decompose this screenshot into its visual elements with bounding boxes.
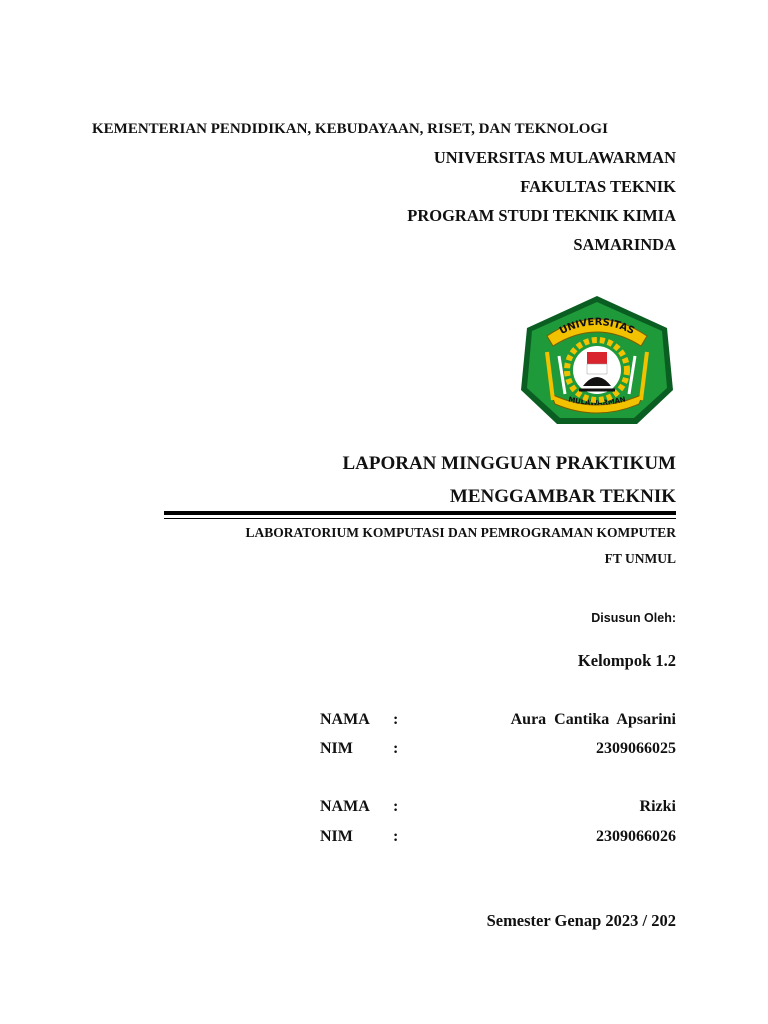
ministry-heading: KEMENTERIAN PENDIDIKAN, KEBUDAYAAN, RISET, DAN TEKNOLOGI <box>92 121 608 137</box>
report-title-line2: MENGGAMBAR TEKNIK <box>449 486 676 507</box>
semester-label: Semester Genap 2023 / 202 <box>486 911 676 930</box>
member2-name-label: NAMA <box>320 798 370 815</box>
logo-text-bottom: MULAWARMAN <box>567 395 627 408</box>
university-logo <box>517 290 677 430</box>
report-title-line1: LAPORAN MINGGUAN PRAKTIKUM <box>342 453 676 474</box>
prepared-by-label: Disusun Oleh: <box>591 611 676 625</box>
member2-nim-label: NIM <box>320 828 353 845</box>
title-rule-thick <box>164 511 676 515</box>
lab-line1: LABORATORIUM KOMPUTASI DAN PEMROGRAMAN KOMPUTER <box>245 525 676 540</box>
member1-nim-colon: : <box>393 740 399 757</box>
member2-nim-value: 2309066026 <box>596 828 676 845</box>
city-heading: SAMARINDA <box>573 235 676 254</box>
member2-name-colon: : <box>393 798 399 815</box>
member1-name-colon: : <box>393 711 399 728</box>
logo-text-top: UNIVERSITAS <box>557 316 637 337</box>
member1-nim-label: NIM <box>320 740 353 757</box>
program-heading: PROGRAM STUDI TEKNIK KIMIA <box>407 206 676 225</box>
title-rule-thin <box>164 518 676 519</box>
member1-name-value: Aura Cantika Apsarini <box>510 711 676 728</box>
faculty-heading: FAKULTAS TEKNIK <box>520 177 676 196</box>
member2-name-value: Rizki <box>639 798 676 815</box>
member2-nim-colon: : <box>393 828 399 845</box>
member1-name-label: NAMA <box>320 711 370 728</box>
university-heading: UNIVERSITAS MULAWARMAN <box>433 148 676 167</box>
lab-line2: FT UNMUL <box>604 551 676 566</box>
group-label: Kelompok 1.2 <box>577 651 676 670</box>
member1-nim-value: 2309066025 <box>596 740 676 757</box>
